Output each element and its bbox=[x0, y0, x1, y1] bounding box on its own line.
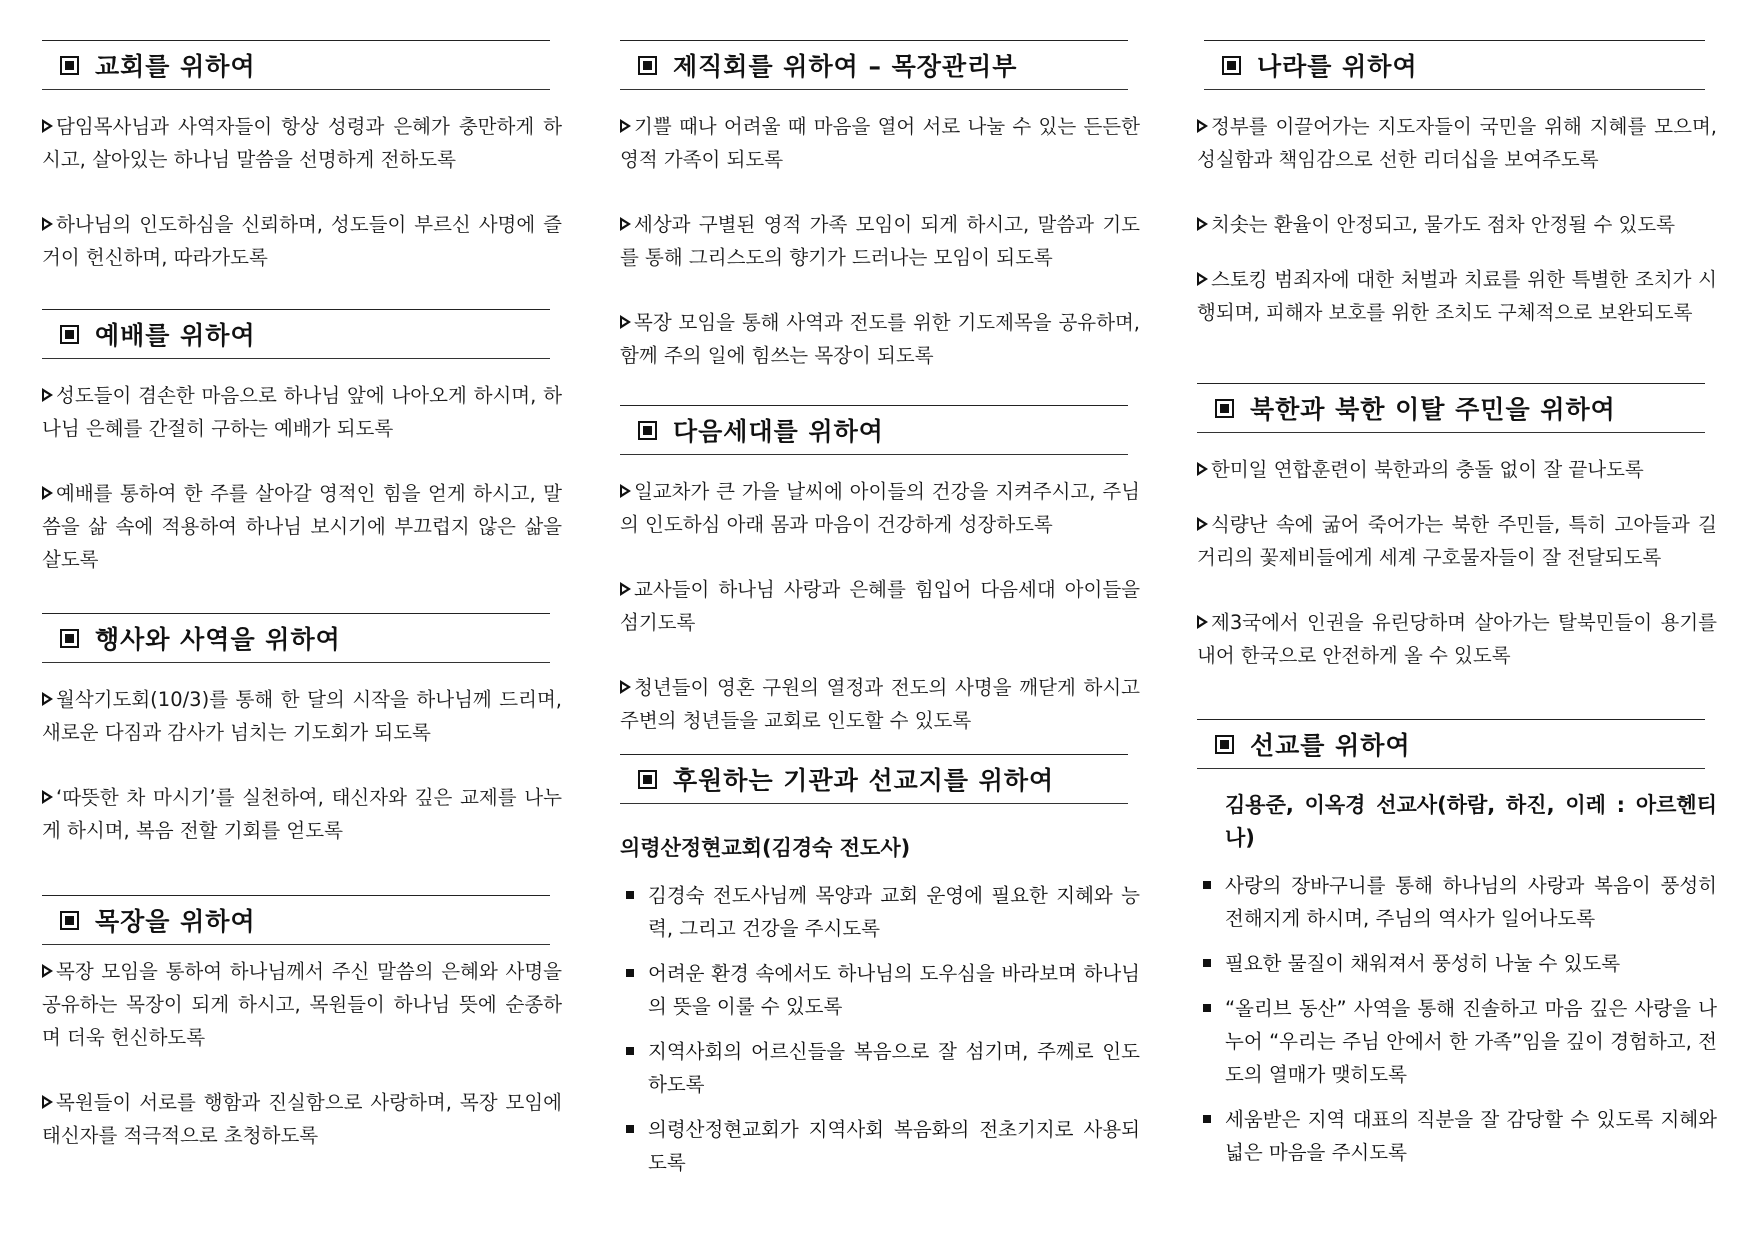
triangle-bullet-icon bbox=[620, 119, 631, 133]
bullet-item: 의령산정현교회가 지역사회 복음화의 전초기지로 사용되도록 bbox=[620, 1113, 1140, 1179]
bullet-item: “올리브 동산” 사역을 통해 진솔하고 마음 깊은 사랑을 나누어 “우리는 주님 안에서 한 가족”임을 깊이 경험하고, 전도의 열매가 맺히도록 bbox=[1197, 992, 1717, 1091]
section-title: 나라를 위하여 bbox=[1257, 52, 1418, 81]
section-title: 목장을 위하여 bbox=[95, 907, 256, 936]
triangle-bullet-icon bbox=[1197, 272, 1208, 286]
prayer-item: 담임목사님과 사역자들이 항상 성령과 은혜가 충만하게 하시고, 살아있는 하나님 말씀을 선명하게 전하도록 bbox=[42, 115, 562, 171]
section-next-generation bbox=[620, 405, 1140, 769]
square-bullet-icon bbox=[60, 325, 79, 344]
square-bullet-icon bbox=[60, 629, 79, 648]
square-bullet-icon bbox=[638, 421, 657, 440]
triangle-bullet-icon bbox=[42, 964, 53, 978]
section-header bbox=[620, 405, 1128, 455]
square-bullet-icon bbox=[60, 911, 79, 930]
square-bullet-icon bbox=[1215, 399, 1234, 418]
square-bullet-icon bbox=[1203, 959, 1211, 967]
prayer-item: 제3국에서 인권을 유린당하며 살아가는 탈북민들이 용기를 내어 한국으로 안전하게 올 수 있도록 bbox=[1197, 611, 1717, 667]
section-header bbox=[620, 754, 1128, 804]
prayer-item: 치솟는 환율이 안정되고, 물가도 점차 안정될 수 있도록 bbox=[1197, 208, 1717, 241]
prayer-item: 청년들이 영혼 구원의 열정과 전도의 사명을 깨닫게 하시고 주변의 청년들을 교회로 인도할 수 있도록 bbox=[620, 676, 1140, 732]
section-deacons-board bbox=[620, 40, 1140, 404]
bullet-item: 필요한 물질이 채워져서 풍성히 나눌 수 있도록 bbox=[1197, 947, 1717, 980]
triangle-bullet-icon bbox=[42, 1095, 53, 1109]
bullet-item: 사랑의 장바구니를 통해 하나님의 사랑과 복음이 풍성히 전해지게 하시며, 주님의 역사가 일어나도록 bbox=[1197, 869, 1717, 935]
triangle-bullet-icon bbox=[42, 119, 53, 133]
section-church bbox=[42, 40, 562, 306]
prayer-item: 예배를 통하여 한 주를 살아갈 영적인 힘을 얻게 하시고, 말씀을 삶 속에 적용하여 하나님 보시기에 부끄럽지 않은 삶을 살도록 bbox=[42, 482, 562, 571]
square-bullet-icon bbox=[638, 770, 657, 789]
prayer-item: 식량난 속에 굶어 죽어가는 북한 주민들, 특히 고아들과 길거리의 꽃제비들에게 세계 구호물자들이 잘 전달되도록 bbox=[1197, 513, 1717, 569]
triangle-bullet-icon bbox=[1197, 462, 1208, 476]
triangle-bullet-icon bbox=[620, 217, 631, 231]
section-title: 예배를 위하여 bbox=[95, 321, 256, 350]
section-nation bbox=[1197, 40, 1717, 361]
section-title: 선교를 위하여 bbox=[1250, 731, 1411, 760]
section-title: 교회를 위하여 bbox=[95, 52, 256, 81]
bullet-item: 세움받은 지역 대표의 직분을 잘 감당할 수 있도록 지혜와 넓은 마음을 주시도록 bbox=[1197, 1103, 1717, 1169]
prayer-item: 하나님의 인도하심을 신뢰하며, 성도들이 부르신 사명에 즐거이 헌신하며, 따라가도록 bbox=[42, 213, 562, 269]
section-title: 제직회를 위하여 – 목장관리부 bbox=[673, 52, 1018, 81]
triangle-bullet-icon bbox=[42, 790, 53, 804]
prayer-item: 세상과 구별된 영적 가족 모임이 되게 하시고, 말씀과 기도를 통해 그리스도의 향기가 드러나는 모임이 되도록 bbox=[620, 213, 1140, 269]
section-header bbox=[620, 40, 1128, 90]
square-bullet-icon bbox=[60, 56, 79, 75]
square-bullet-icon bbox=[626, 1125, 634, 1133]
prayer-item: 목원들이 서로를 행함과 진실함으로 사랑하며, 목장 모임에 태신자를 적극적으로 초청하도록 bbox=[42, 1091, 562, 1147]
square-bullet-icon bbox=[1203, 881, 1211, 889]
missionary-subheading: 김용준, 이옥경 선교사(하람, 하진, 이레 : 아르헨티나) bbox=[1225, 793, 1717, 850]
bullet-item: 지역사회의 어르신들을 복음으로 잘 섬기며, 주께로 인도하도록 bbox=[620, 1035, 1140, 1101]
prayer-item: 성도들이 겸손한 마음으로 하나님 앞에 나아오게 하시며, 하나님 은혜를 간절히 구하는 예배가 되도록 bbox=[42, 384, 562, 440]
square-bullet-icon bbox=[1215, 735, 1234, 754]
triangle-bullet-icon bbox=[42, 217, 53, 231]
bullet-item: 김경숙 전도사님께 목양과 교회 운영에 필요한 지혜와 능력, 그리고 건강을 주시도록 bbox=[620, 879, 1140, 945]
triangle-bullet-icon bbox=[620, 315, 631, 329]
square-bullet-icon bbox=[626, 1047, 634, 1055]
square-bullet-icon bbox=[638, 56, 657, 75]
section-title: 다음세대를 위하여 bbox=[673, 417, 884, 446]
prayer-item: 스토킹 범죄자에 대한 처벌과 치료를 위한 특별한 조치가 시행되며, 피해자 보호를 위한 조치도 구체적으로 보완되도록 bbox=[1197, 268, 1717, 324]
prayer-item: 교사들이 하나님 사랑과 은혜를 힘입어 다음세대 아이들을 섬기도록 bbox=[620, 578, 1140, 634]
bullet-item: 어려운 환경 속에서도 하나님의 도우심을 바라보며 하나님의 뜻을 이룰 수 있도록 bbox=[620, 957, 1140, 1023]
triangle-bullet-icon bbox=[42, 486, 53, 500]
section-events-ministry bbox=[42, 613, 562, 879]
prayer-item: 목장 모임을 통하여 하나님께서 주신 말씀의 은혜와 사명을 공유하는 목장이 되게 하시고, 목원들이 하나님 뜻에 순종하며 더욱 헌신하도록 bbox=[42, 960, 562, 1049]
section-worship bbox=[42, 309, 562, 608]
prayer-item: 일교차가 큰 가을 날씨에 아이들의 건강을 지켜주시고, 주님의 인도하심 아래 몸과 마음이 건강하게 성장하도록 bbox=[620, 480, 1140, 536]
prayer-item: 정부를 이끌어가는 지도자들이 국민을 위해 지혜를 모으며, 성실함과 책임감으로 선한 리더십을 보여주도록 bbox=[1197, 115, 1717, 171]
triangle-bullet-icon bbox=[1197, 217, 1208, 231]
section-header bbox=[42, 40, 550, 90]
section-title: 후원하는 기관과 선교지를 위하여 bbox=[673, 766, 1055, 795]
prayer-item: 한미일 연합훈련이 북한과의 충돌 없이 잘 끝나도록 bbox=[1197, 453, 1717, 486]
section-header bbox=[1197, 383, 1705, 433]
square-bullet-icon bbox=[1203, 1004, 1211, 1012]
triangle-bullet-icon bbox=[620, 582, 631, 596]
prayer-item: 목장 모임을 통해 사역과 전도를 위한 기도제목을 공유하며, 함께 주의 일에 힘쓰는 목장이 되도록 bbox=[620, 311, 1140, 367]
square-bullet-icon bbox=[626, 891, 634, 899]
section-north-korea bbox=[1197, 383, 1717, 704]
section-title: 행사와 사역을 위하여 bbox=[95, 625, 341, 654]
square-bullet-icon bbox=[1203, 1115, 1211, 1123]
section-title: 북한과 북한 이탈 주민을 위하여 bbox=[1250, 395, 1616, 424]
triangle-bullet-icon bbox=[1197, 615, 1208, 629]
section-cell-group bbox=[42, 895, 562, 1184]
section-header bbox=[42, 613, 550, 663]
triangle-bullet-icon bbox=[1197, 119, 1208, 133]
prayer-item: 월삭기도회(10/3)를 통해 한 달의 시작을 하나님께 드리며, 새로운 다짐과 감사가 넘치는 기도회가 되도록 bbox=[42, 688, 562, 744]
triangle-bullet-icon bbox=[620, 680, 631, 694]
section-header bbox=[1197, 719, 1705, 769]
section-supported-missions bbox=[620, 754, 1140, 1191]
section-header bbox=[42, 895, 550, 945]
triangle-bullet-icon bbox=[620, 484, 631, 498]
prayer-item: 기쁠 때나 어려울 때 마음을 열어 서로 나눌 수 있는 든든한 영적 가족이 되도록 bbox=[620, 115, 1140, 171]
triangle-bullet-icon bbox=[42, 388, 53, 402]
triangle-bullet-icon bbox=[42, 692, 53, 706]
square-bullet-icon bbox=[626, 969, 634, 977]
church-subheading: 의령산정현교회(김경숙 전도사) bbox=[620, 836, 911, 860]
section-header bbox=[42, 309, 550, 359]
square-bullet-icon bbox=[1222, 56, 1241, 75]
section-header bbox=[1204, 40, 1705, 90]
section-missions bbox=[1197, 719, 1717, 1181]
prayer-item: ‘따뜻한 차 마시기’를 실천하여, 태신자와 깊은 교제를 나누게 하시며, 복음 전할 기회를 얻도록 bbox=[42, 786, 562, 842]
triangle-bullet-icon bbox=[1197, 517, 1208, 531]
